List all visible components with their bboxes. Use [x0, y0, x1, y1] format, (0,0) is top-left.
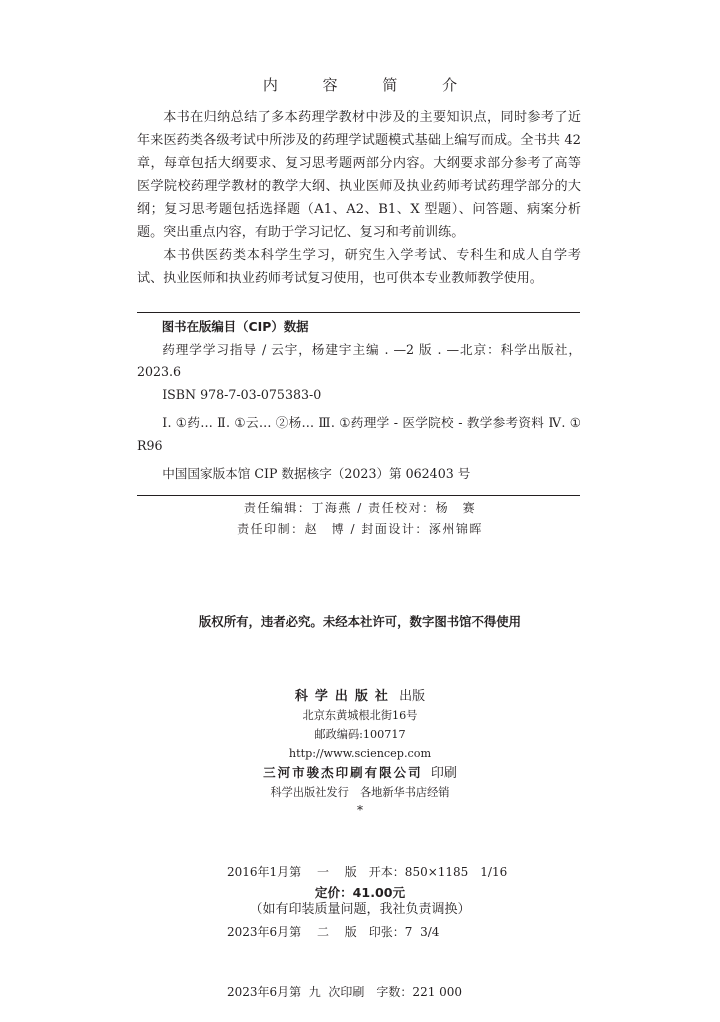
quality-note: （如有印装质量问题，我社负责调换） [249, 902, 471, 917]
cip-heading: 图书在版编目（CIP）数据 [161, 319, 309, 334]
publisher-postcode: 邮政编码:100717 [314, 728, 406, 741]
printer-name: 三河市骏杰印刷有限公司 [263, 765, 423, 780]
publisher-name: 科学出版社 [294, 689, 395, 704]
editorial-credits [0, 498, 720, 540]
separator-star: * [357, 803, 363, 817]
printer-role: 印刷 [430, 766, 457, 781]
imprint-row: 2023年6月第 二 版 印张：7 3/4 [227, 925, 440, 939]
cip-record: 药理学学习指导 / 云宇，杨建宇主编 . —2 版 . —北京：科学出版社，2023.6 [137, 341, 581, 379]
summary-body [137, 106, 581, 290]
distribution-line: 科学出版社发行 各地新华书店经销 [270, 786, 450, 799]
publisher-block [0, 687, 720, 818]
imprint-block [227, 822, 507, 1022]
cip-verification: 中国国家版本馆 CIP 数据核字（2023）第 062403 号 [162, 466, 471, 481]
cip-top-divider [137, 312, 580, 313]
cip-isbn: ISBN 978-7-03-075383-0 [162, 386, 322, 402]
rights-notice: 版权所有，违者必究。未经本社许可，数字图书馆不得使用 [198, 614, 522, 629]
imprint-row: 2016年1月第 一 版 开本：850×1185 1/16 [227, 865, 508, 879]
publisher-address: 北京东黄城根北街16号 [302, 709, 418, 722]
publisher-website: http://www.sciencep.com [288, 747, 432, 760]
cip-block [137, 316, 581, 486]
publisher-role: 出版 [399, 689, 426, 704]
cip-bottom-divider [137, 495, 580, 496]
summary-paragraph: 本书供医药类本科学生学习，研究生入学考试、专科生和成人自学考试、执业医师和执业药师考试复习使用，也可供本专业教师教学使用。 [137, 248, 581, 286]
price: 定价：41.00元 [314, 885, 406, 900]
summary-title: 内 容 简 介 [262, 76, 478, 94]
credits-print-line: 责任印制：赵 博 / 封面设计：涿州锦晖 [237, 522, 483, 536]
credits-editor-line: 责任编辑：丁海燕 / 责任校对：杨 赛 [243, 501, 477, 515]
cip-classification: Ⅰ. ①药… Ⅱ. ①云… ②杨… Ⅲ. ①药理学 - 医学院校 - 教学参考资料 Ⅳ. ① R96 [137, 415, 581, 453]
summary-paragraph: 本书在归纳总结了多本药理学教材中涉及的主要知识点，同时参考了近年来医药类各级考试中所涉及的药理学试题模式基础上编写而成。全书共 42 章，每章包括大纲要求、复习思考题两部分内容。大纲要求部分参考了高等医学院校药理学教材的教学大纲、执业医师及执业药师考试药理学部分的大纲；复习思考题包括选择题（A1、A2、B1、X 型题）、问答题、病案分析题。突出重点内容，有助于学习记忆、复习和考前训练。 [137, 110, 581, 240]
imprint-row: 2023年6月第 九 次印刷 字数：221 000 [227, 985, 463, 999]
